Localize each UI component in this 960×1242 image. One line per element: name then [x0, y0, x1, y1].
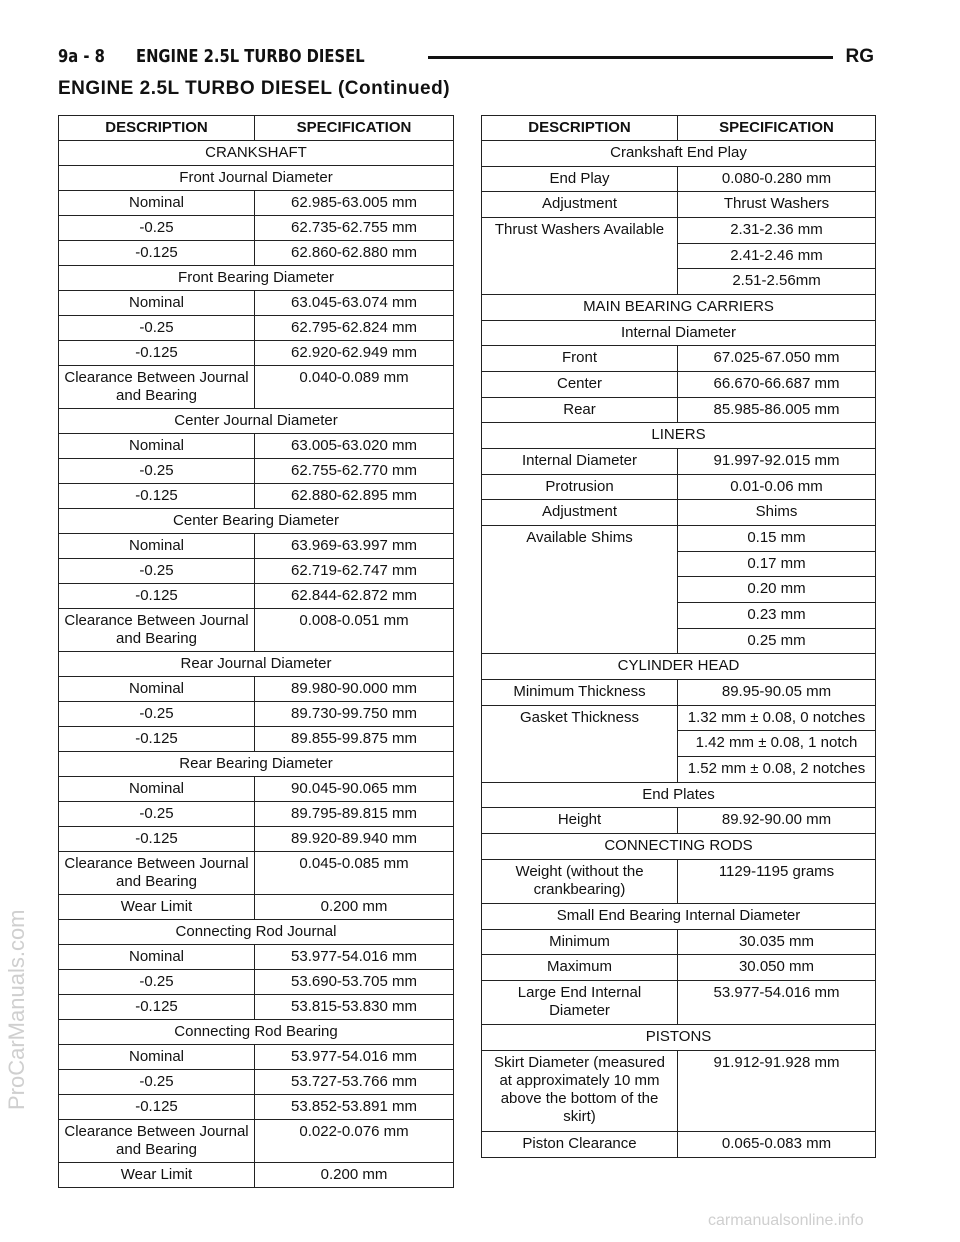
description-cell: Wear Limit — [59, 895, 255, 920]
description-cell: Nominal — [59, 534, 255, 559]
description-cell: Large End Internal Diameter — [482, 981, 678, 1025]
specification-cell: 0.23 mm — [678, 603, 876, 629]
table-row — [59, 434, 454, 459]
specification-cell: 63.005-63.020 mm — [255, 434, 454, 459]
specification-cell: 89.95-90.05 mm — [678, 680, 876, 706]
specification-cell: 0.045-0.085 mm — [255, 852, 454, 895]
table-row — [59, 609, 454, 652]
table-row — [59, 702, 454, 727]
specification-cell: 1.52 mm ± 0.08, 2 notches — [678, 757, 876, 783]
table-row — [59, 995, 454, 1020]
table-row — [59, 827, 454, 852]
specification-cell: 89.795-89.815 mm — [255, 802, 454, 827]
section-heading: PISTONS — [482, 1025, 876, 1051]
table-row — [59, 366, 454, 409]
description-cell: Front — [482, 346, 678, 372]
table-row — [59, 1120, 454, 1163]
subsection-heading: End Plates — [482, 782, 876, 808]
page-header — [58, 42, 874, 72]
subsection-row — [59, 266, 454, 291]
specification-cell: 0.022-0.076 mm — [255, 1120, 454, 1163]
table-row — [59, 895, 454, 920]
description-cell: Piston Clearance — [482, 1131, 678, 1157]
table-row — [59, 341, 454, 366]
description-cell: Protrusion — [482, 474, 678, 500]
subsection-row — [59, 409, 454, 434]
description-cell: -0.125 — [59, 995, 255, 1020]
specification-cell: 62.880-62.895 mm — [255, 484, 454, 509]
specification-cell: 0.065-0.083 mm — [678, 1131, 876, 1157]
description-cell: Adjustment — [482, 500, 678, 526]
description-cell: Nominal — [59, 191, 255, 216]
chapter-title: ENGINE 2.5L TURBO DIESEL — [136, 46, 365, 67]
subsection-heading: Connecting Rod Bearing — [59, 1020, 454, 1045]
table-row — [59, 777, 454, 802]
subsection-heading: Small End Bearing Internal Diameter — [482, 903, 876, 929]
table-row — [482, 449, 876, 475]
watermark-side: ProCarManuals.com — [4, 909, 29, 1110]
specification-cell: 0.15 mm — [678, 526, 876, 552]
section-row — [482, 834, 876, 860]
subsection-row — [59, 652, 454, 677]
section-row — [482, 654, 876, 680]
specification-cell: 89.980-90.000 mm — [255, 677, 454, 702]
table-header-row — [482, 116, 876, 141]
subsection-row — [59, 1020, 454, 1045]
table-row — [59, 216, 454, 241]
table-row — [482, 192, 876, 218]
column-header-description: DESCRIPTION — [482, 116, 678, 141]
section-heading: CYLINDER HEAD — [482, 654, 876, 680]
specification-cell: 62.795-62.824 mm — [255, 316, 454, 341]
section-heading: LINERS — [482, 423, 876, 449]
specification-cell: 62.755-62.770 mm — [255, 459, 454, 484]
table-header-row — [59, 116, 454, 141]
section-heading: CONNECTING RODS — [482, 834, 876, 860]
specification-cell: 67.025-67.050 mm — [678, 346, 876, 372]
table-row — [482, 346, 876, 372]
table-row — [59, 584, 454, 609]
specification-cell: 89.855-99.875 mm — [255, 727, 454, 752]
specification-cell: 62.985-63.005 mm — [255, 191, 454, 216]
specification-cell: 53.977-54.016 mm — [255, 1045, 454, 1070]
subsection-row — [59, 920, 454, 945]
table-row — [482, 1131, 876, 1157]
specification-cell: 53.690-53.705 mm — [255, 970, 454, 995]
page-number: 9a - 8 — [58, 46, 105, 67]
table-row — [482, 955, 876, 981]
specification-cell: 62.719-62.747 mm — [255, 559, 454, 584]
subsection-heading: Crankshaft End Play — [482, 141, 876, 167]
specification-cell: 53.815-53.830 mm — [255, 995, 454, 1020]
table-row — [482, 680, 876, 706]
description-cell: Rear — [482, 397, 678, 423]
specification-cell: 66.670-66.687 mm — [678, 372, 876, 398]
specification-cell: 53.852-53.891 mm — [255, 1095, 454, 1120]
table-row — [59, 727, 454, 752]
specification-cell: 63.969-63.997 mm — [255, 534, 454, 559]
table-row — [59, 852, 454, 895]
description-cell: -0.25 — [59, 1070, 255, 1095]
description-cell: -0.25 — [59, 559, 255, 584]
specification-cell: 0.200 mm — [255, 895, 454, 920]
specification-cell: 1129-1195 grams — [678, 859, 876, 903]
section-row — [59, 141, 454, 166]
section-row — [482, 295, 876, 321]
table-row — [59, 1163, 454, 1188]
subsection-heading: Front Bearing Diameter — [59, 266, 454, 291]
section-row — [482, 1025, 876, 1051]
table-row — [59, 316, 454, 341]
description-cell: -0.125 — [59, 584, 255, 609]
header-rule — [428, 56, 833, 59]
table-row — [482, 166, 876, 192]
subsection-row — [482, 903, 876, 929]
spec-table-left — [58, 115, 454, 1188]
description-cell: Nominal — [59, 677, 255, 702]
specification-cell: 63.045-63.074 mm — [255, 291, 454, 316]
specification-cell: 1.32 mm ± 0.08, 0 notches — [678, 705, 876, 731]
description-cell: -0.25 — [59, 970, 255, 995]
description-cell: End Play — [482, 166, 678, 192]
description-cell: -0.125 — [59, 727, 255, 752]
specification-cell: 2.31-2.36 mm — [678, 218, 876, 244]
description-cell: -0.25 — [59, 216, 255, 241]
table-row — [59, 534, 454, 559]
subsection-row — [482, 320, 876, 346]
specification-cell: 2.51-2.56mm — [678, 269, 876, 295]
subsection-row — [482, 141, 876, 167]
description-cell: -0.125 — [59, 484, 255, 509]
specification-cell: 0.25 mm — [678, 628, 876, 654]
specification-cell: 0.040-0.089 mm — [255, 366, 454, 409]
table-row — [59, 945, 454, 970]
specification-cell: 89.730-99.750 mm — [255, 702, 454, 727]
specification-cell: 62.735-62.755 mm — [255, 216, 454, 241]
table-row — [482, 397, 876, 423]
description-cell: Nominal — [59, 777, 255, 802]
specification-cell: 89.92-90.00 mm — [678, 808, 876, 834]
table-row — [59, 1095, 454, 1120]
specification-cell: 0.008-0.051 mm — [255, 609, 454, 652]
specification-cell: 1.42 mm ± 0.08, 1 notch — [678, 731, 876, 757]
table-row — [59, 1070, 454, 1095]
watermark-bottom: carmanualsonline.info — [708, 1212, 864, 1229]
subsection-heading: Front Journal Diameter — [59, 166, 454, 191]
section-heading: MAIN BEARING CARRIERS — [482, 295, 876, 321]
spec-table-right — [481, 115, 876, 1158]
table-row — [482, 500, 876, 526]
description-cell: Clearance Between Journal and Bearing — [59, 609, 255, 652]
description-cell: Adjustment — [482, 192, 678, 218]
subsection-heading: Rear Journal Diameter — [59, 652, 454, 677]
specification-cell: 89.920-89.940 mm — [255, 827, 454, 852]
subsection-row — [482, 782, 876, 808]
table-row — [59, 677, 454, 702]
column-header-specification: SPECIFICATION — [255, 116, 454, 141]
description-cell: Nominal — [59, 291, 255, 316]
table-row — [482, 474, 876, 500]
specification-cell: 53.977-54.016 mm — [678, 981, 876, 1025]
subsection-row — [59, 166, 454, 191]
section-row — [482, 423, 876, 449]
specification-cell: 62.860-62.880 mm — [255, 241, 454, 266]
subsection-heading: Center Journal Diameter — [59, 409, 454, 434]
description-cell: -0.125 — [59, 1095, 255, 1120]
subsection-heading: Connecting Rod Journal — [59, 920, 454, 945]
table-row — [482, 808, 876, 834]
description-cell: Center — [482, 372, 678, 398]
specification-cell: 90.045-90.065 mm — [255, 777, 454, 802]
description-cell: -0.125 — [59, 241, 255, 266]
table-row — [59, 484, 454, 509]
description-cell: -0.25 — [59, 702, 255, 727]
table-row — [482, 218, 876, 244]
specification-cell: Thrust Washers — [678, 192, 876, 218]
description-cell: Gasket Thickness — [482, 705, 678, 782]
table-row — [482, 526, 876, 552]
specification-cell: 30.035 mm — [678, 929, 876, 955]
specification-cell: 30.050 mm — [678, 955, 876, 981]
table-row — [482, 1050, 876, 1131]
table-row — [59, 970, 454, 995]
description-cell: Wear Limit — [59, 1163, 255, 1188]
specification-cell: 91.912-91.928 mm — [678, 1050, 876, 1131]
table-row — [482, 929, 876, 955]
column-header-specification: SPECIFICATION — [678, 116, 876, 141]
specification-cell: 0.080-0.280 mm — [678, 166, 876, 192]
table-row — [482, 372, 876, 398]
description-cell: Nominal — [59, 434, 255, 459]
section-title: ENGINE 2.5L TURBO DIESEL (Continued) — [58, 78, 451, 99]
table-row — [482, 859, 876, 903]
column-header-description: DESCRIPTION — [59, 116, 255, 141]
specification-cell: 91.997-92.015 mm — [678, 449, 876, 475]
description-cell: -0.25 — [59, 459, 255, 484]
description-cell: -0.125 — [59, 827, 255, 852]
table-row — [59, 191, 454, 216]
table-row — [59, 802, 454, 827]
table-row — [59, 459, 454, 484]
description-cell: Thrust Washers Available — [482, 218, 678, 295]
specification-cell: 0.200 mm — [255, 1163, 454, 1188]
model-code: RG — [845, 46, 874, 67]
description-cell: -0.25 — [59, 316, 255, 341]
description-cell: Clearance Between Journal and Bearing — [59, 366, 255, 409]
specification-cell: 85.985-86.005 mm — [678, 397, 876, 423]
table-row — [59, 559, 454, 584]
description-cell: Available Shims — [482, 526, 678, 654]
section-heading: CRANKSHAFT — [59, 141, 454, 166]
specification-cell: 62.920-62.949 mm — [255, 341, 454, 366]
description-cell: Skirt Diameter (measured at approximately 10 mm above the bottom of the skirt) — [482, 1050, 678, 1131]
table-row — [482, 705, 876, 731]
specification-cell: 53.727-53.766 mm — [255, 1070, 454, 1095]
specification-cell: 0.01-0.06 mm — [678, 474, 876, 500]
description-cell: Minimum Thickness — [482, 680, 678, 706]
table-row — [59, 241, 454, 266]
description-cell: Clearance Between Journal and Bearing — [59, 1120, 255, 1163]
description-cell: Internal Diameter — [482, 449, 678, 475]
specification-cell: Shims — [678, 500, 876, 526]
description-cell: Height — [482, 808, 678, 834]
description-cell: -0.25 — [59, 802, 255, 827]
table-row — [59, 291, 454, 316]
description-cell: Nominal — [59, 945, 255, 970]
subsection-heading: Center Bearing Diameter — [59, 509, 454, 534]
specification-cell: 2.41-2.46 mm — [678, 243, 876, 269]
table-row — [59, 1045, 454, 1070]
description-cell: Clearance Between Journal and Bearing — [59, 852, 255, 895]
subsection-heading: Internal Diameter — [482, 320, 876, 346]
subsection-row — [59, 509, 454, 534]
subsection-heading: Rear Bearing Diameter — [59, 752, 454, 777]
specification-cell: 0.20 mm — [678, 577, 876, 603]
description-cell: Minimum — [482, 929, 678, 955]
specification-cell: 0.17 mm — [678, 551, 876, 577]
subsection-row — [59, 752, 454, 777]
table-row — [482, 981, 876, 1025]
description-cell: Nominal — [59, 1045, 255, 1070]
specification-cell: 53.977-54.016 mm — [255, 945, 454, 970]
description-cell: -0.125 — [59, 341, 255, 366]
specification-cell: 62.844-62.872 mm — [255, 584, 454, 609]
description-cell: Weight (without the crankbearing) — [482, 859, 678, 903]
description-cell: Maximum — [482, 955, 678, 981]
